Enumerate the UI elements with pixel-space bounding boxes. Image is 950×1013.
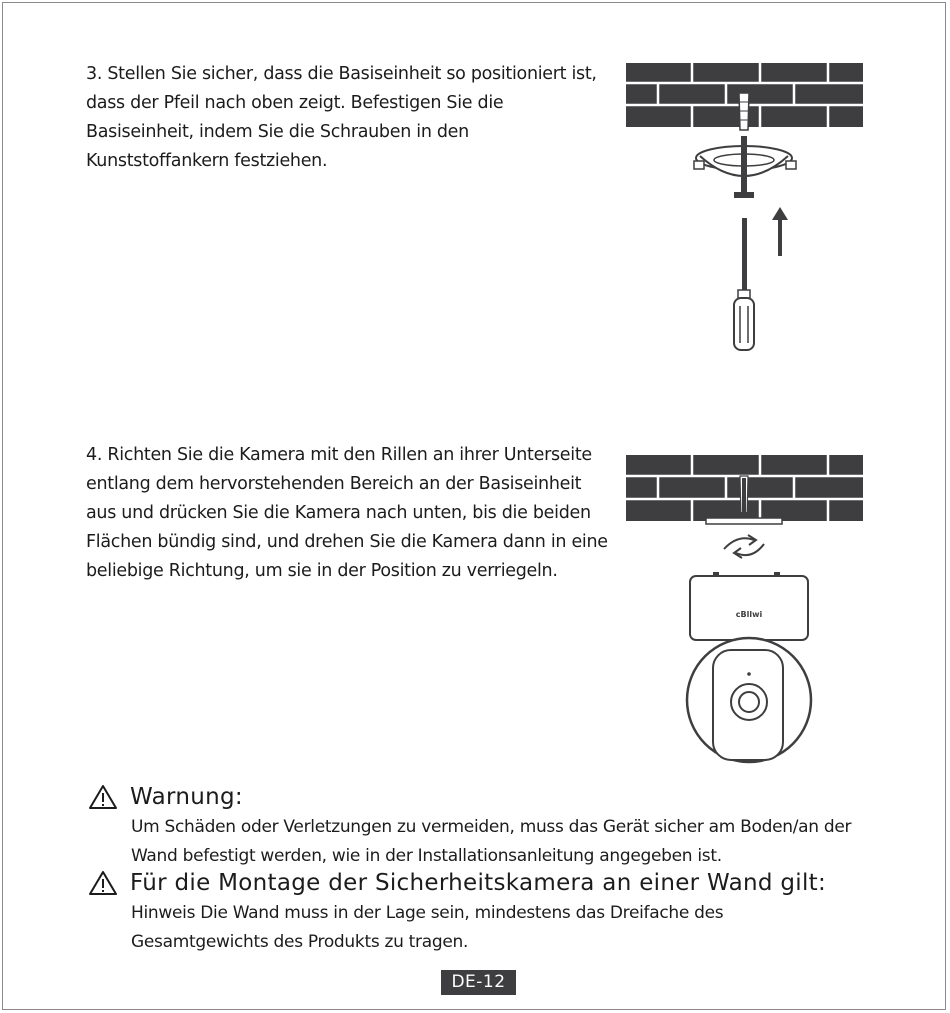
wall-mount-body: Hinweis Die Wand muss in der Lage sein, mindestens das Dreifache des Gesamtgewichts des Produkts zu tragen. [131,903,724,952]
warning-title: Warnung: [130,784,243,810]
warning-triangle-icon [88,870,118,896]
wall-anchor [739,93,749,130]
base-mount-illustration [620,58,870,358]
page-number-badge: DE-12 [441,970,516,995]
wall-mount-heading [88,870,826,896]
rotate-icon [724,535,764,558]
warning-body: Um Schäden oder Verletzungen zu vermeiden, muss das Gerät sicher am Boden/an der Wand befestigt werden, wie in der Installationsanleitung angegeben ist. [131,817,852,866]
camera-brand-label: cBllwi [735,610,763,619]
screwdriver-icon [734,218,754,350]
camera-mount-illustration [620,452,870,764]
arrow-up-icon [772,207,788,256]
step-3-text: 3. Stellen Sie sicher, dass die Basiseinheit so positioniert ist, dass der Pfeil nach oben zeigt. Befestigen Sie die Basiseinheit, indem Sie die Schrauben in den Kunststoffankern festziehen. [86,64,597,171]
warning-triangle-icon [88,784,118,810]
warning-heading [88,784,243,810]
camera-icon [687,572,811,762]
step-4-text: 4. Richten Sie die Kamera mit den Rillen an ihrer Unterseite entlang dem hervorstehenden Bereich an der Basiseinheit aus und drücken Sie die Kamera nach unten, bis die beiden Flächen bündig sind, und drehen Sie die Kamera dann in eine beliebige Richtung, um sie in der Position zu verriegeln. [86,445,608,581]
wall-mount-title: Für die Montage der Sicherheitskamera an einer Wand gilt: [130,870,827,896]
